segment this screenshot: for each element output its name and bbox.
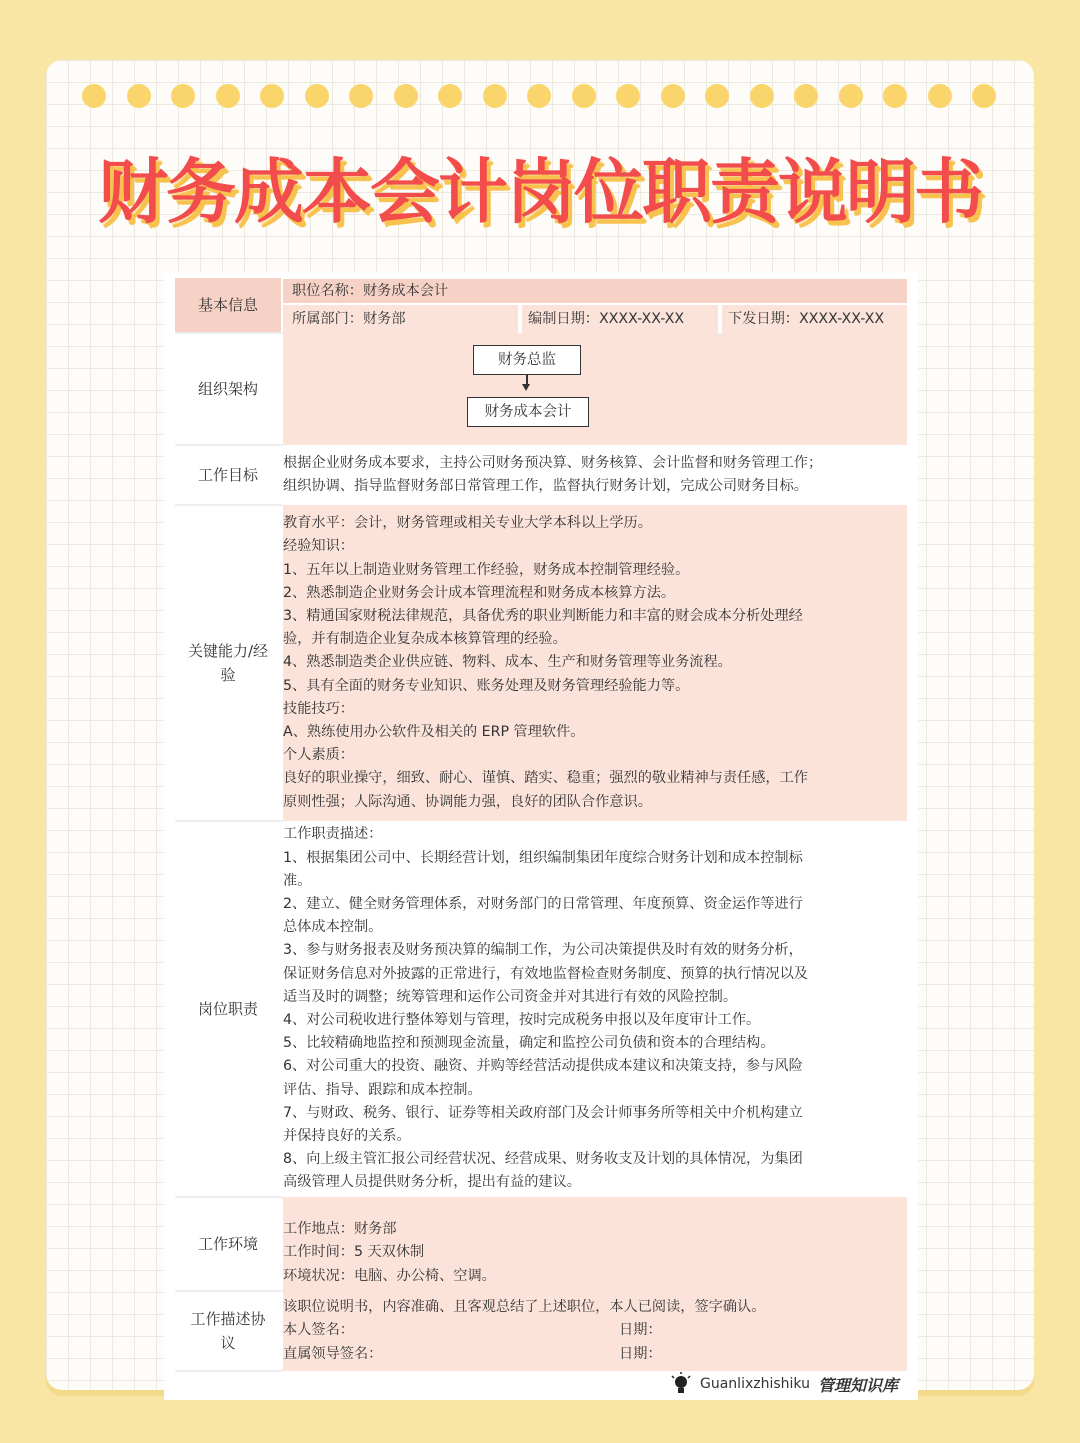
self-sign-row xyxy=(283,1319,907,1342)
issue-date: 下发日期：XXXX-XX-XX xyxy=(722,305,907,333)
footer-brand: 管理知识库 xyxy=(817,1375,898,1395)
self-date: 日期： xyxy=(619,1322,662,1339)
environment-line: 工作地点：财务部 xyxy=(283,1221,397,1238)
agreement-statement: 该职位说明书，内容准确、且客观总结了上述职位，本人已阅读，签字确认。 xyxy=(283,1299,766,1316)
row-goal xyxy=(175,445,907,505)
leader-sign-row xyxy=(283,1343,907,1366)
abilities-line: 4、熟悉制造类企业供应链、物料、成本、生产和财务管理等业务流程。 xyxy=(283,654,732,671)
binder-hole xyxy=(127,84,151,108)
binder-hole xyxy=(616,84,640,108)
duties-line: 并保持良好的关系。 xyxy=(283,1128,411,1145)
basic-info-content xyxy=(282,278,907,333)
abilities-line: 技能技巧： xyxy=(283,700,354,717)
row-environment xyxy=(175,1197,907,1291)
basic-info-row2 xyxy=(283,305,907,333)
job-description-table xyxy=(175,278,907,1372)
abilities-line: 2、熟悉制造企业财务会计成本管理流程和财务成本核算方法。 xyxy=(283,584,676,601)
duties-line: 适当及时的调整；统筹管理和运作公司资金并对其进行有效的风险控制。 xyxy=(283,988,738,1005)
binder-hole xyxy=(171,84,195,108)
binder-hole xyxy=(883,84,907,108)
abilities-content xyxy=(282,505,907,821)
binder-hole xyxy=(572,84,596,108)
binder-hole xyxy=(305,84,329,108)
abilities-line: 5、具有全面的财务专业知识、账务处理及财务管理经验能力等。 xyxy=(283,677,690,694)
row-agreement xyxy=(175,1291,907,1371)
duties-content xyxy=(282,821,907,1197)
abilities-line: 经验知识： xyxy=(283,538,354,555)
label-goal: 工作目标 xyxy=(175,445,282,505)
org-chart xyxy=(282,333,907,445)
environment-line: 环境状况：电脑、办公椅、空调。 xyxy=(283,1267,496,1284)
agreement-content xyxy=(282,1291,907,1371)
leader-signature: 直属领导签名： xyxy=(283,1345,383,1362)
binder-hole xyxy=(928,84,952,108)
duties-line: 6、对公司重大的投资、融资、并购等经营活动提供成本建议和决策支持，参与风险 xyxy=(283,1058,803,1075)
duties-line: 7、与财政、税务、银行、证券等相关政府部门及会计师事务所等相关中介机构建立 xyxy=(283,1104,803,1121)
binder-hole xyxy=(349,84,373,108)
binder-hole xyxy=(972,84,996,108)
self-signature: 本人签名： xyxy=(283,1322,354,1339)
duties-line: 准。 xyxy=(283,872,312,889)
duties-line: 保证财务信息对外披露的正常进行，有效地监督检查财务制度、预算的执行情况以及 xyxy=(283,965,808,982)
label-basic-info: 基本信息 xyxy=(175,278,282,333)
duties-line: 3、参与财务报表及财务预决算的编制工作，为公司决策提供及时有效的财务分析， xyxy=(283,942,803,959)
arrow-down-icon xyxy=(522,384,530,391)
abilities-line: A、熟练使用办公软件及相关的 ERP 管理软件。 xyxy=(283,724,585,740)
goal-line: 根据企业财务成本要求，主持公司财务预决算、财务核算、会计监督和财务管理工作； xyxy=(283,454,823,471)
page-title: 财务成本会计岗位职责说明书 xyxy=(98,151,982,233)
binder-hole xyxy=(394,84,418,108)
row-basic-info xyxy=(175,278,907,333)
binder-hole xyxy=(794,84,818,108)
label-abilities-line2: 验 xyxy=(220,666,236,684)
lightbulb-icon xyxy=(670,1372,692,1396)
org-node-cost-accountant: 财务成本会计 xyxy=(467,397,589,427)
leader-date: 日期： xyxy=(619,1345,662,1362)
label-agreement-line1: 工作描述协 xyxy=(190,1310,266,1328)
abilities-line: 3、精通国家财税法律规范，具备优秀的职业判断能力和丰富的财会成本分析处理经 xyxy=(283,607,803,624)
label-agreement xyxy=(175,1291,282,1371)
binder-hole xyxy=(438,84,462,108)
label-abilities-line1: 关键能力/经 xyxy=(187,642,269,660)
duties-line: 总体成本控制。 xyxy=(283,919,383,936)
compile-date: 编制日期：XXXX-XX-XX xyxy=(522,305,718,333)
footer-watermark xyxy=(670,1370,898,1398)
binder-hole xyxy=(216,84,240,108)
goal-content xyxy=(282,445,907,505)
abilities-line: 教育水平：会计，财务管理或相关专业大学本科以上学历。 xyxy=(283,515,652,532)
duties-line: 工作职责描述： xyxy=(283,826,383,843)
footer-site: Guanlixzhishiku xyxy=(700,1376,810,1392)
binder-hole xyxy=(527,84,551,108)
abilities-line: 验，并有制造企业复杂成本核算管理的经验。 xyxy=(283,631,567,648)
duties-line: 高级管理人员提供财务分析，提出有益的建议。 xyxy=(283,1174,581,1191)
row-abilities xyxy=(175,505,907,821)
binder-hole xyxy=(260,84,284,108)
duties-line: 评估、指导、跟踪和成本控制。 xyxy=(283,1081,482,1098)
position-name: 职位名称：财务成本会计 xyxy=(283,279,907,303)
binder-hole xyxy=(82,84,106,108)
abilities-line: 原则性强；人际沟通、协调能力强，良好的团队合作意识。 xyxy=(283,793,652,810)
goal-line: 组织协调、指导监督财务部日常管理工作，监督执行财务计划，完成公司财务目标。 xyxy=(283,478,808,494)
binder-hole xyxy=(661,84,685,108)
binder-hole xyxy=(705,84,729,108)
abilities-line: 个人素质： xyxy=(283,747,354,764)
row-duties xyxy=(175,821,907,1197)
abilities-line: 1、五年以上制造业财务管理工作经验，财务成本控制管理经验。 xyxy=(283,561,690,578)
department: 所属部门：财务部 xyxy=(283,305,518,333)
label-abilities xyxy=(175,505,282,821)
duties-line: 8、向上级主管汇报公司经营状况、经营成果、财务收支及计划的具体情况，为集团 xyxy=(283,1151,803,1168)
binder-holes xyxy=(82,84,1002,108)
label-duties: 岗位职责 xyxy=(175,821,282,1197)
environment-line: 工作时间：5 天双休制 xyxy=(283,1244,425,1261)
binder-hole xyxy=(839,84,863,108)
row-org xyxy=(175,333,907,445)
environment-content xyxy=(282,1197,907,1291)
binder-hole xyxy=(750,84,774,108)
binder-hole xyxy=(483,84,507,108)
duties-line: 4、对公司税收进行整体筹划与管理，按时完成税务申报以及年度审计工作。 xyxy=(283,1012,761,1028)
duties-line: 2、建立、健全财务管理体系，对财务部门的日常管理、年度预算、资金运作等进行 xyxy=(283,895,803,912)
label-org: 组织架构 xyxy=(175,333,282,445)
org-node-finance-director: 财务总监 xyxy=(473,345,581,375)
abilities-line: 良好的职业操守，细致、耐心、谨慎、踏实、稳重；强烈的敬业精神与责任感，工作 xyxy=(283,770,808,787)
label-environment: 工作环境 xyxy=(175,1197,282,1291)
duties-line: 5、比较精确地监控和预测现金流量，确定和监控公司负债和资本的合理结构。 xyxy=(283,1035,775,1052)
label-agreement-line2: 议 xyxy=(220,1334,236,1352)
duties-line: 1、根据集团公司中、长期经营计划，组织编制集团年度综合财务计划和成本控制标 xyxy=(283,849,803,866)
